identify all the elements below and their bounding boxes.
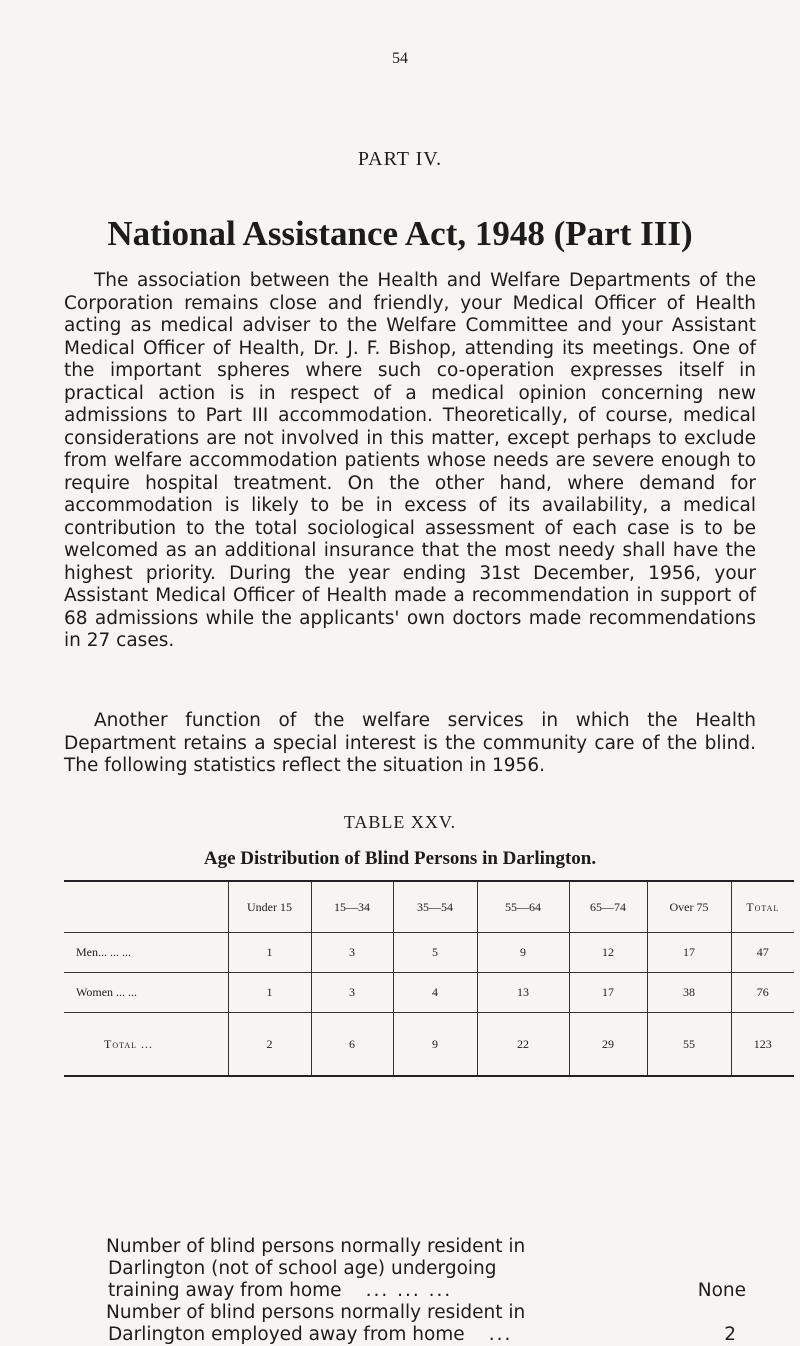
header-55-64: 55—64 [477, 881, 569, 933]
table-row-total [64, 1013, 794, 1077]
statement-line: training away from home [108, 1280, 342, 1301]
table-cell: 38 [647, 973, 731, 1013]
row-label: Women ... ... [64, 973, 228, 1013]
dot-leader: ... [488, 1324, 513, 1345]
page-title: National Assistance Act, 1948 (Part III) [107, 214, 693, 253]
table-cell: 6 [311, 1013, 393, 1077]
table-cell: 3 [311, 973, 393, 1013]
table-cell: 9 [393, 1013, 477, 1077]
header-under-15: Under 15 [228, 881, 311, 933]
header-35-54: 35—54 [393, 881, 477, 933]
statement-line: Darlington employed away from home [108, 1324, 465, 1345]
table-cell: 12 [569, 933, 647, 973]
table-cell: 55 [647, 1013, 731, 1077]
statement-line: Number of blind persons normally resident in [106, 1302, 526, 1323]
table-row-women [64, 973, 794, 1013]
table-cell: 1 [228, 933, 311, 973]
statement-line: Darlington (not of school age) undergoing [108, 1258, 497, 1279]
paragraph-blind-welfare: Another function of the welfare services in which the Health Department retains a special interest is the community care of the blind. The following statistics reflect the situation in 1956. [64, 710, 756, 776]
statement-employed-away [106, 1302, 746, 1346]
table-cell: 1 [228, 973, 311, 1013]
header-total: Total [731, 881, 794, 933]
table-cell: 29 [569, 1013, 647, 1077]
paragraph-association: The association between the Health and Welfare Departments of the Corporation remains close and friendly, your Medical Officer of Health acting as medical adviser to the Welfare Committee and your Assistant Medical Officer of Health, Dr. J. F. Bishop, attending its meetings. One of the important spheres where such co-operation expresses itself in practical action is in respect of a medical opinion concerning new admissions to Part III accommodation. Theoretically, of course, medical considerations are not involved in this matter, except perhaps to exclude from welfare accommodation patients whose needs are severe enough to require hospital treatment. On the other hand, where demand for accommodation is likely to be in excess of its availability, a medical contribution to the total sociological assessment of each case is to be welcomed as an additional insurance that the most needy shall have the highest priority. During the year ending 31st December, 1956, your Assistant Medical Officer of Health made a recommendation in support of 68 admissions while the applicants' own doctors made recommendations in 27 cases. [64, 270, 756, 651]
table-number: TABLE XXV. [343, 812, 457, 832]
table-cell-total: 47 [731, 933, 794, 973]
statement-value: None [697, 1280, 746, 1301]
page-number: 54 [392, 50, 408, 67]
row-label: Men... ... ... [64, 933, 228, 973]
table-cell: 17 [647, 933, 731, 973]
blind-persons-table [64, 880, 794, 1077]
table-cell: 5 [393, 933, 477, 973]
dot-leader: ... ... ... [365, 1280, 453, 1301]
row-label: Total ... [104, 1036, 154, 1051]
table-row-men [64, 933, 794, 973]
table-cell-total: 123 [731, 1013, 794, 1077]
header-65-74: 65—74 [569, 881, 647, 933]
header-over-75: Over 75 [647, 881, 731, 933]
table-cell: 13 [477, 973, 569, 1013]
table-cell: 4 [393, 973, 477, 1013]
table-cell: 17 [569, 973, 647, 1013]
table-cell: 22 [477, 1013, 569, 1077]
table-cell-total: 76 [731, 973, 794, 1013]
table-cell: 9 [477, 933, 569, 973]
statement-line: Number of blind persons normally resident in [106, 1236, 526, 1257]
part-heading: PART IV. [357, 148, 443, 170]
table-cell: 2 [228, 1013, 311, 1077]
statement-training-away [106, 1236, 746, 1302]
header-15-34: 15—34 [311, 881, 393, 933]
table-caption: Age Distribution of Blind Persons in Darlington. [203, 848, 597, 869]
header-corner [64, 881, 228, 933]
statement-value: 2 [724, 1324, 736, 1345]
table-header-row [64, 881, 794, 933]
table-cell: 3 [311, 933, 393, 973]
